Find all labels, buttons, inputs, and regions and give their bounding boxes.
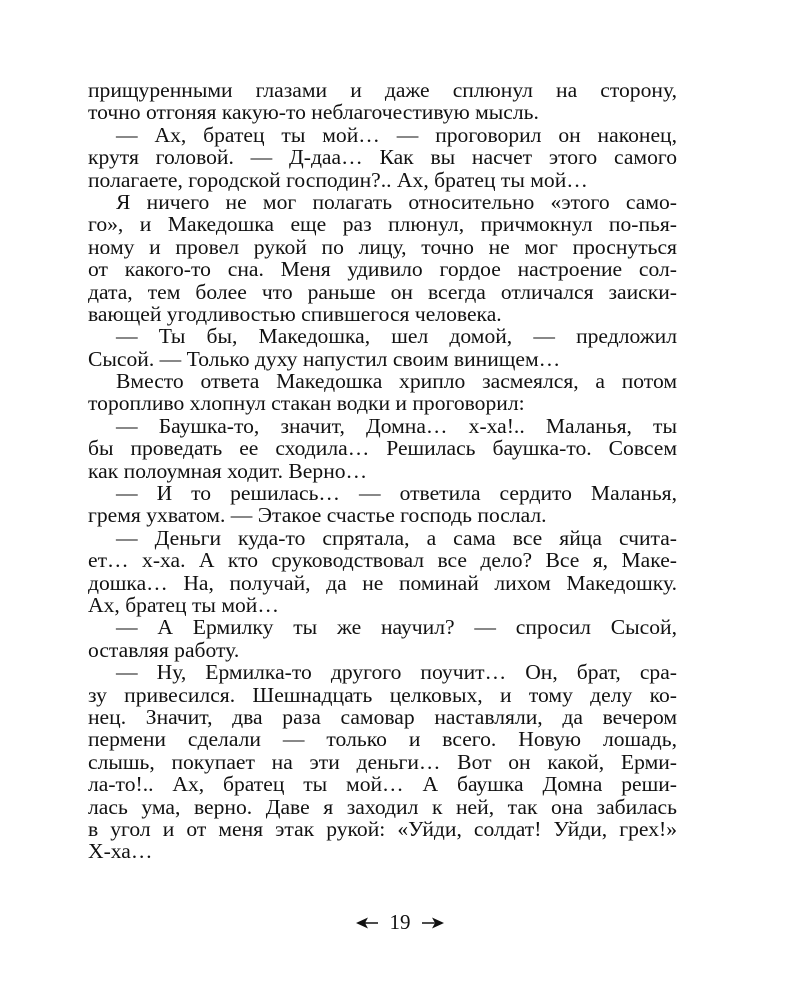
paragraph <box>88 325 677 370</box>
page-footer <box>0 908 800 935</box>
text-line: — Ну, Ермилка-то другого поучит… Он, брат, сра- <box>116 660 677 685</box>
paragraph <box>88 79 677 124</box>
paragraph <box>88 124 677 191</box>
text-line: прищуренными глазами и даже сплюнул на сторону, <box>88 78 677 102</box>
paragraph <box>88 370 677 415</box>
text-line: лась ума, верно. Даве я заходил к ней, так она забилась <box>88 794 677 819</box>
page-number: 19 <box>389 909 411 934</box>
text-line: в угол и от меня этак рукой: «Уйди, солдат! Уйди, грех!» <box>88 816 677 841</box>
left-arrow-ornament-icon <box>356 910 378 935</box>
paragraph <box>88 191 677 325</box>
text-line: ла-то!.. Ах, братец ты мой… А баушка Домна реши- <box>88 772 677 797</box>
text-line: дошка… На, получай, да не поминай лихом Македошку. <box>88 570 677 595</box>
text-line: Вместо ответа Македошка хрипло засмеялся, а потом <box>116 369 677 394</box>
text-line: — Ты бы, Македошка, шел домой, — предложил <box>116 324 677 349</box>
text-line: — Деньги куда-то спрятала, а сама все яйца счита- <box>116 525 677 550</box>
text-line: слышь, покупает на эти деньги… Вот он какой, Ерми- <box>88 749 677 774</box>
text-line: зу привесился. Шешнадцать целковых, и тому делу ко- <box>88 682 677 707</box>
text-line: го», и Македошка еще раз плюнул, причмокнул по-пья- <box>88 212 677 237</box>
paragraph <box>88 482 677 527</box>
paragraph <box>88 661 677 863</box>
text-line: бы проведать ее сходила… Решилась баушка-то. Совсем <box>88 436 677 461</box>
text-line: от какого-то сна. Меня удивило гордое настроение сол- <box>88 257 677 282</box>
text-line: Х-ха… <box>88 839 153 864</box>
text-line: точно отгоняя какую-то неблагочестивую мысль. <box>88 100 539 125</box>
text-line: ет… х-ха. А кто сруководствовал все дело? Все я, Маке- <box>88 548 677 573</box>
paragraph <box>88 415 677 482</box>
text-line: торопливо хлопнул стакан водки и проговорил: <box>88 391 525 416</box>
text-line: как полоумная ходит. Верно… <box>88 458 368 483</box>
right-arrow-ornament-icon <box>422 910 444 935</box>
text-line: Я ничего не мог полагать относительно «этого само- <box>116 189 677 214</box>
text-line: — А Ермилку ты же научил? — спросил Сысой, <box>116 615 677 640</box>
text-line: Сысой. — Только духу напустил своим винищем… <box>88 346 561 371</box>
page-body <box>88 79 677 863</box>
text-line: ному и провел рукой по лицу, точно не мог проснуться <box>88 234 677 259</box>
paragraph <box>88 527 677 617</box>
text-line: гремя ухватом. — Этакое счастье господь послал. <box>88 503 547 528</box>
paragraph <box>88 616 677 661</box>
text-line: пермени сделали — только и всего. Новую лошадь, <box>88 727 677 752</box>
text-line: — И то решилась… — ответила сердито Маланья, <box>116 481 677 506</box>
text-line: нец. Значит, два раза самовар наставляли, да вечером <box>88 704 677 729</box>
text-line: — Баушка-то, значит, Домна… х-ха!.. Маланья, ты <box>116 413 677 438</box>
text-line: Ах, братец ты мой… <box>88 592 279 617</box>
text-line: дата, тем более что раньше он всегда отличался заиски- <box>88 279 677 304</box>
text-line: оставляя работу. <box>88 637 240 662</box>
text-line: крутя головой. — Д-даа… Как вы насчет этого самого <box>88 145 677 170</box>
text-line: — Ах, братец ты мой… — проговорил он наконец, <box>116 122 677 147</box>
text-line: полагаете, городской господин?.. Ах, братец ты мой… <box>88 167 588 192</box>
text-line: вающей угодливостью спившегося человека. <box>88 301 502 326</box>
